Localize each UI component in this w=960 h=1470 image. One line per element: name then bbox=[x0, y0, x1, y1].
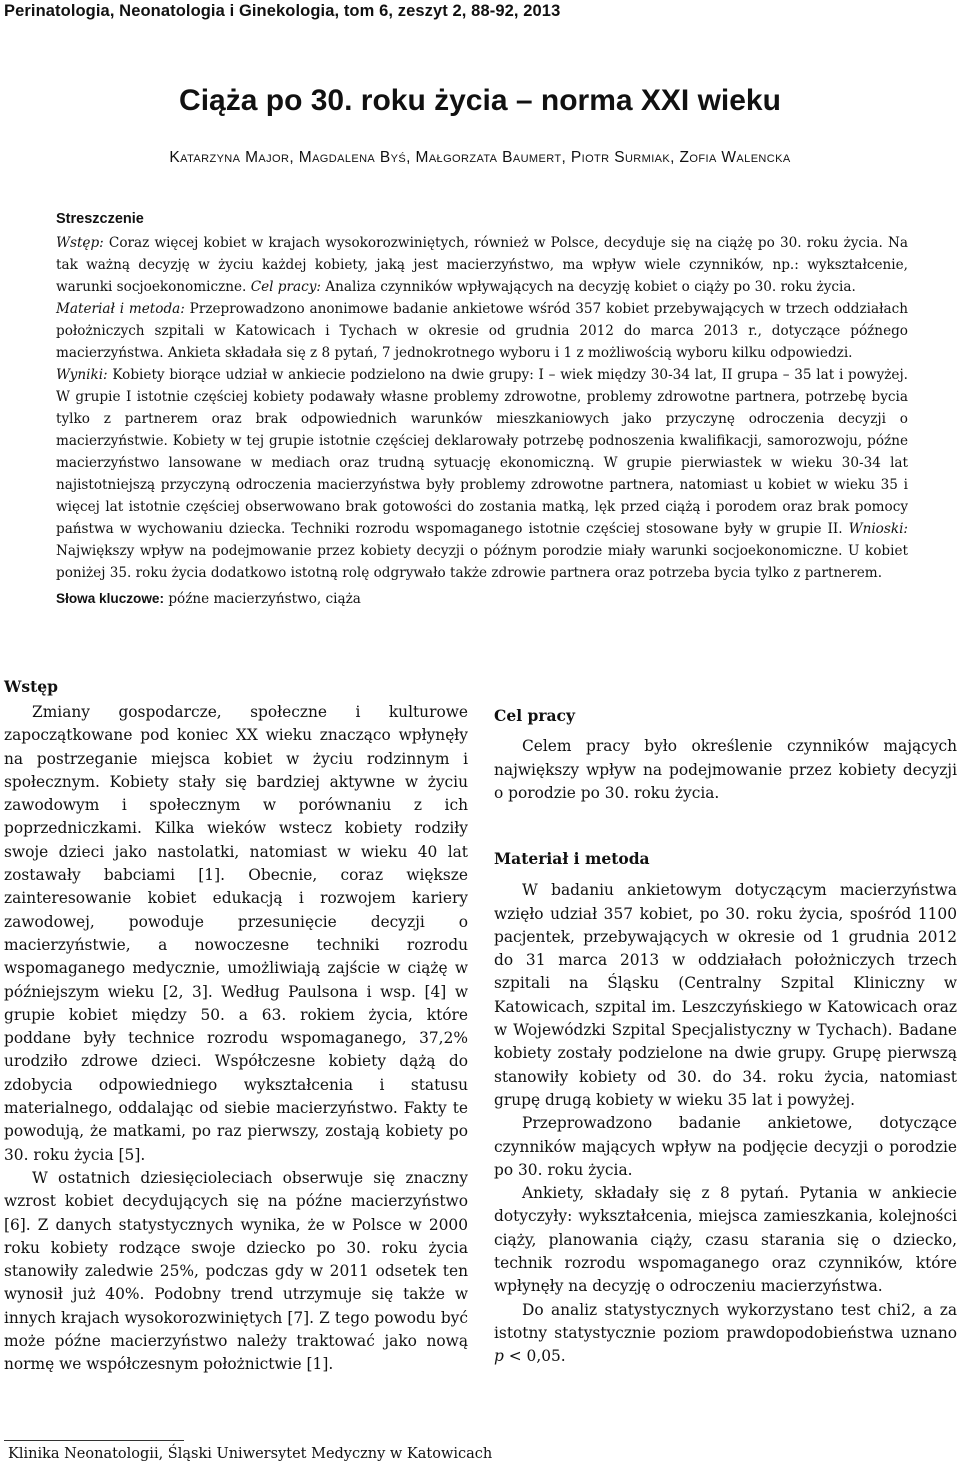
methods-paragraph-1: W badaniu ankietowym dotyczącym macierzyństwa wzięło udział 357 kobiet, po 30. roku życia, spośród 1100 pacjentek, przebywających w okresie od 1 grudnia 2012 do 31 marca 2013 w oddziałach położniczych trzech szpitali na Śląsku (Centralny Szpital Kliniczny w Katowicach, szpital im. Leszczyńskiego w Katowicach oraz w Wojewódzki Szpital Specjalistyczny w Tychach). Badane kobiety zostały podzielone na dwie grupy. Grupę pierwszą stanowiły kobiety od 30. do 34. roku życia, natomiast grupę drugą kobiety w wieku 35 lat i powyżej. bbox=[494, 881, 957, 1109]
p-value-symbol: p bbox=[494, 1347, 504, 1366]
section-heading-wstep: Wstęp bbox=[4, 677, 58, 696]
left-column bbox=[4, 677, 468, 1377]
journal-header: Perinatologia, Neonatologia i Ginekologia, tom 6, zeszyt 2, 88-92, 2013 bbox=[4, 2, 561, 20]
abstract-text-wyniki: Kobiety biorące udział w ankiecie podzielono na dwie grupy: I – wiek między 30-34 lat, II grupa – 35 lat i powyżej. W grupie I istotnie częściej kobiety podawały własne problemy zdrowotne, problemy zdrowotne partnera, potrzebę bycia tylko z partnerem oraz brak odpowiednich warunków mieszkaniowych jako przyczynę odroczenia decyzji o macierzyństwie. Kobiety w tej grupie istotnie częściej deklarowały potrzebę podnoszenia kwalifikacji, samorozwoju, późne macierzyństwo lansowane w mediach oraz trudną sytuację ekonomiczną. W grupie pierwiastek w wieku 30-34 lat najistotniejszą przyczyną odroczenia macierzyństwa były problemy zdrowotne partnera, natomiast u kobiet w wieku 35 i więcej lat istotnie częściej obserwowano brak gotowości do zostania matką, lęk przed ciążą i porodem oraz brak pomocy państwa w wychowaniu dziecka. Techniki rozrodu wspomaganego istotnie częściej stosowane były w grupie II. bbox=[56, 367, 908, 537]
section-heading-material: Materiał i metoda bbox=[494, 849, 650, 868]
footnote-divider bbox=[4, 1440, 184, 1441]
abstract-label-wyniki: Wyniki: bbox=[56, 367, 108, 383]
abstract bbox=[56, 208, 908, 610]
intro-paragraph-2: W ostatnich dziesięcioleciach obserwuje się znaczny wzrost kobiet decydujących się na późne macierzyństwo [6]. Z danych statystycznych wynika, że w Polsce w 2000 roku kobiety rodzące swoje dziecko po 30. roku życia stanowiły zaledwie 25%, podczas gdy w 2011 odsetek ten wynosił już 40%. Podobny trend utrzymuje się także w innych krajach wysokorozwiniętych [7]. Z tego powodu być może późne macierzyństwo należy traktować jako nową normę we współczesnym położnictwie [1]. bbox=[4, 1168, 468, 1374]
intro-paragraph-1: Zmiany gospodarcze, społeczne i kulturowe zapoczątkowane pod koniec XX wieku znacząco wpłynęły na postrzeganie miejsca kobiet w życiu rodzinnym i społecznym. Kobiety stały się bardziej aktywne w życiu zawodowym i społecznym w porównaniu z ich poprzedniczkami. Kilka wieków wstecz kobiety rodziły swoje dzieci jako nastolatki, natomiast w wieku 40 lat zostawały babciami [1]. Obecnie, coraz większe zainteresowanie kobiet edukacją i rozwojem kariery zawodowej, powoduje przesunięcie decyzji o macierzyństwie, a nowoczesne techniki rozrodu wspomaganego medycznie, umożliwiają zajście w ciążę w późniejszym wieku [2, 3]. Według Paulsona i wsp. [4] w grupie kobiet między 50. a 63. rokiem życia, które poddane były technice rozrodu wspomaganego, 37,2% urodziło zdrowe dzieci. Współczesne kobiety dążą do zdobycia odpowiedniego wykształcenia i statusu materialnego, oddalając od siebie macierzyństwo. Fakty te powodują, że matkami, po raz pierwszy, zostają kobiety po 30. roku życia [5]. bbox=[4, 703, 468, 1164]
methods-paragraph-3: Ankiety, składały się z 8 pytań. Pytania w ankiecie dotyczyły: wykształcenia, miejsca zamieszkania, kolejności ciąży, planowania ciąży, czasu starania się o dziecko, technik rozrodu wspomaganego oraz czynników, które wpłynęły na decyzję o odroczeniu macierzyństwa. bbox=[494, 1184, 957, 1296]
keywords-label: Słowa kluczowe: bbox=[56, 591, 165, 606]
abstract-results bbox=[56, 364, 908, 584]
abstract-material bbox=[56, 298, 908, 364]
methods-p4-text: Do analiz statystycznych wykorzystano test chi2, a za istotny statystycznie poziom prawdopodobieństwa uznano bbox=[494, 1300, 957, 1342]
abstract-text-wstep: Coraz więcej kobiet w krajach wysokorozwiniętych, również w Polsce, decyduje się na ciążę po 30. roku życia. Na tak ważną decyzję w życiu każdej kobiety, jaką jest macierzyństwo, ma wpływ wiele czynników, np.: wykształcenie, warunki socjoekonomiczne. bbox=[56, 235, 908, 295]
abstract-heading: Streszczenie bbox=[56, 211, 144, 227]
section-heading-cel: Cel pracy bbox=[494, 706, 575, 725]
methods-paragraph-2: Przeprowadzono badanie ankietowe, dotyczące czynników mających wpływ na podjęcie decyzji o porodzie po 30. roku życia. bbox=[494, 1114, 957, 1179]
keywords bbox=[56, 588, 908, 610]
footer-affiliation: Klinika Neonatologii, Śląski Uniwersytet Medyczny w Katowicach bbox=[8, 1446, 493, 1462]
methods-paragraph-4 bbox=[494, 1299, 957, 1369]
abstract-text-wnioski: Największy wpływ na podejmowanie przez kobiety decyzji o późnym porodzie miały warunki socjoekonomiczne. U kobiet poniżej 35. roku życia dodatkowo istotną rolę odgrywało także zdrowie partnera oraz potrzeba bycia tylko z partnerem. bbox=[56, 543, 908, 581]
right-column-aim bbox=[494, 704, 957, 805]
article-title: Ciąża po 30. roku życia – norma XXI wieku bbox=[179, 84, 781, 117]
abstract-text-cel: Analiza czynników wpływających na decyzję kobiet o ciąży po 30. roku życia. bbox=[320, 279, 856, 295]
methods-p4-end: < 0,05. bbox=[503, 1347, 566, 1366]
abstract-label-material: Materiał i metoda: bbox=[56, 301, 185, 317]
aim-paragraph: Celem pracy było określenie czynników mających największy wpływ na podejmowanie przez kobiety decyzji o porodzie po 30. roku życia. bbox=[494, 737, 957, 802]
abstract-body bbox=[56, 232, 908, 298]
abstract-label-wstep: Wstęp: bbox=[56, 235, 104, 251]
abstract-label-cel: Cel pracy: bbox=[250, 279, 321, 295]
keywords-text: późne macierzyństwo, ciąża bbox=[164, 591, 361, 607]
author-list: Katarzyna Major, Magdalena Byś, Małgorzata Baumert, Piotr Surmiak, Zofia Walencka bbox=[169, 149, 791, 166]
abstract-label-wnioski: Wnioski: bbox=[848, 521, 908, 537]
right-column-methods bbox=[494, 847, 957, 1369]
abstract-text-material: Przeprowadzono anonimowe badanie ankietowe wśród 357 kobiet przebywających w trzech oddziałach położniczych szpitali w Katowicach i Tychach w okresie od grudnia 2012 do marca 2013 r., dotyczące późnego macierzyństwa. Ankieta składała się z 8 pytań, 7 jednokrotnego wyboru i 1 z możliwością wyboru kilku odpowiedzi. bbox=[56, 301, 909, 361]
